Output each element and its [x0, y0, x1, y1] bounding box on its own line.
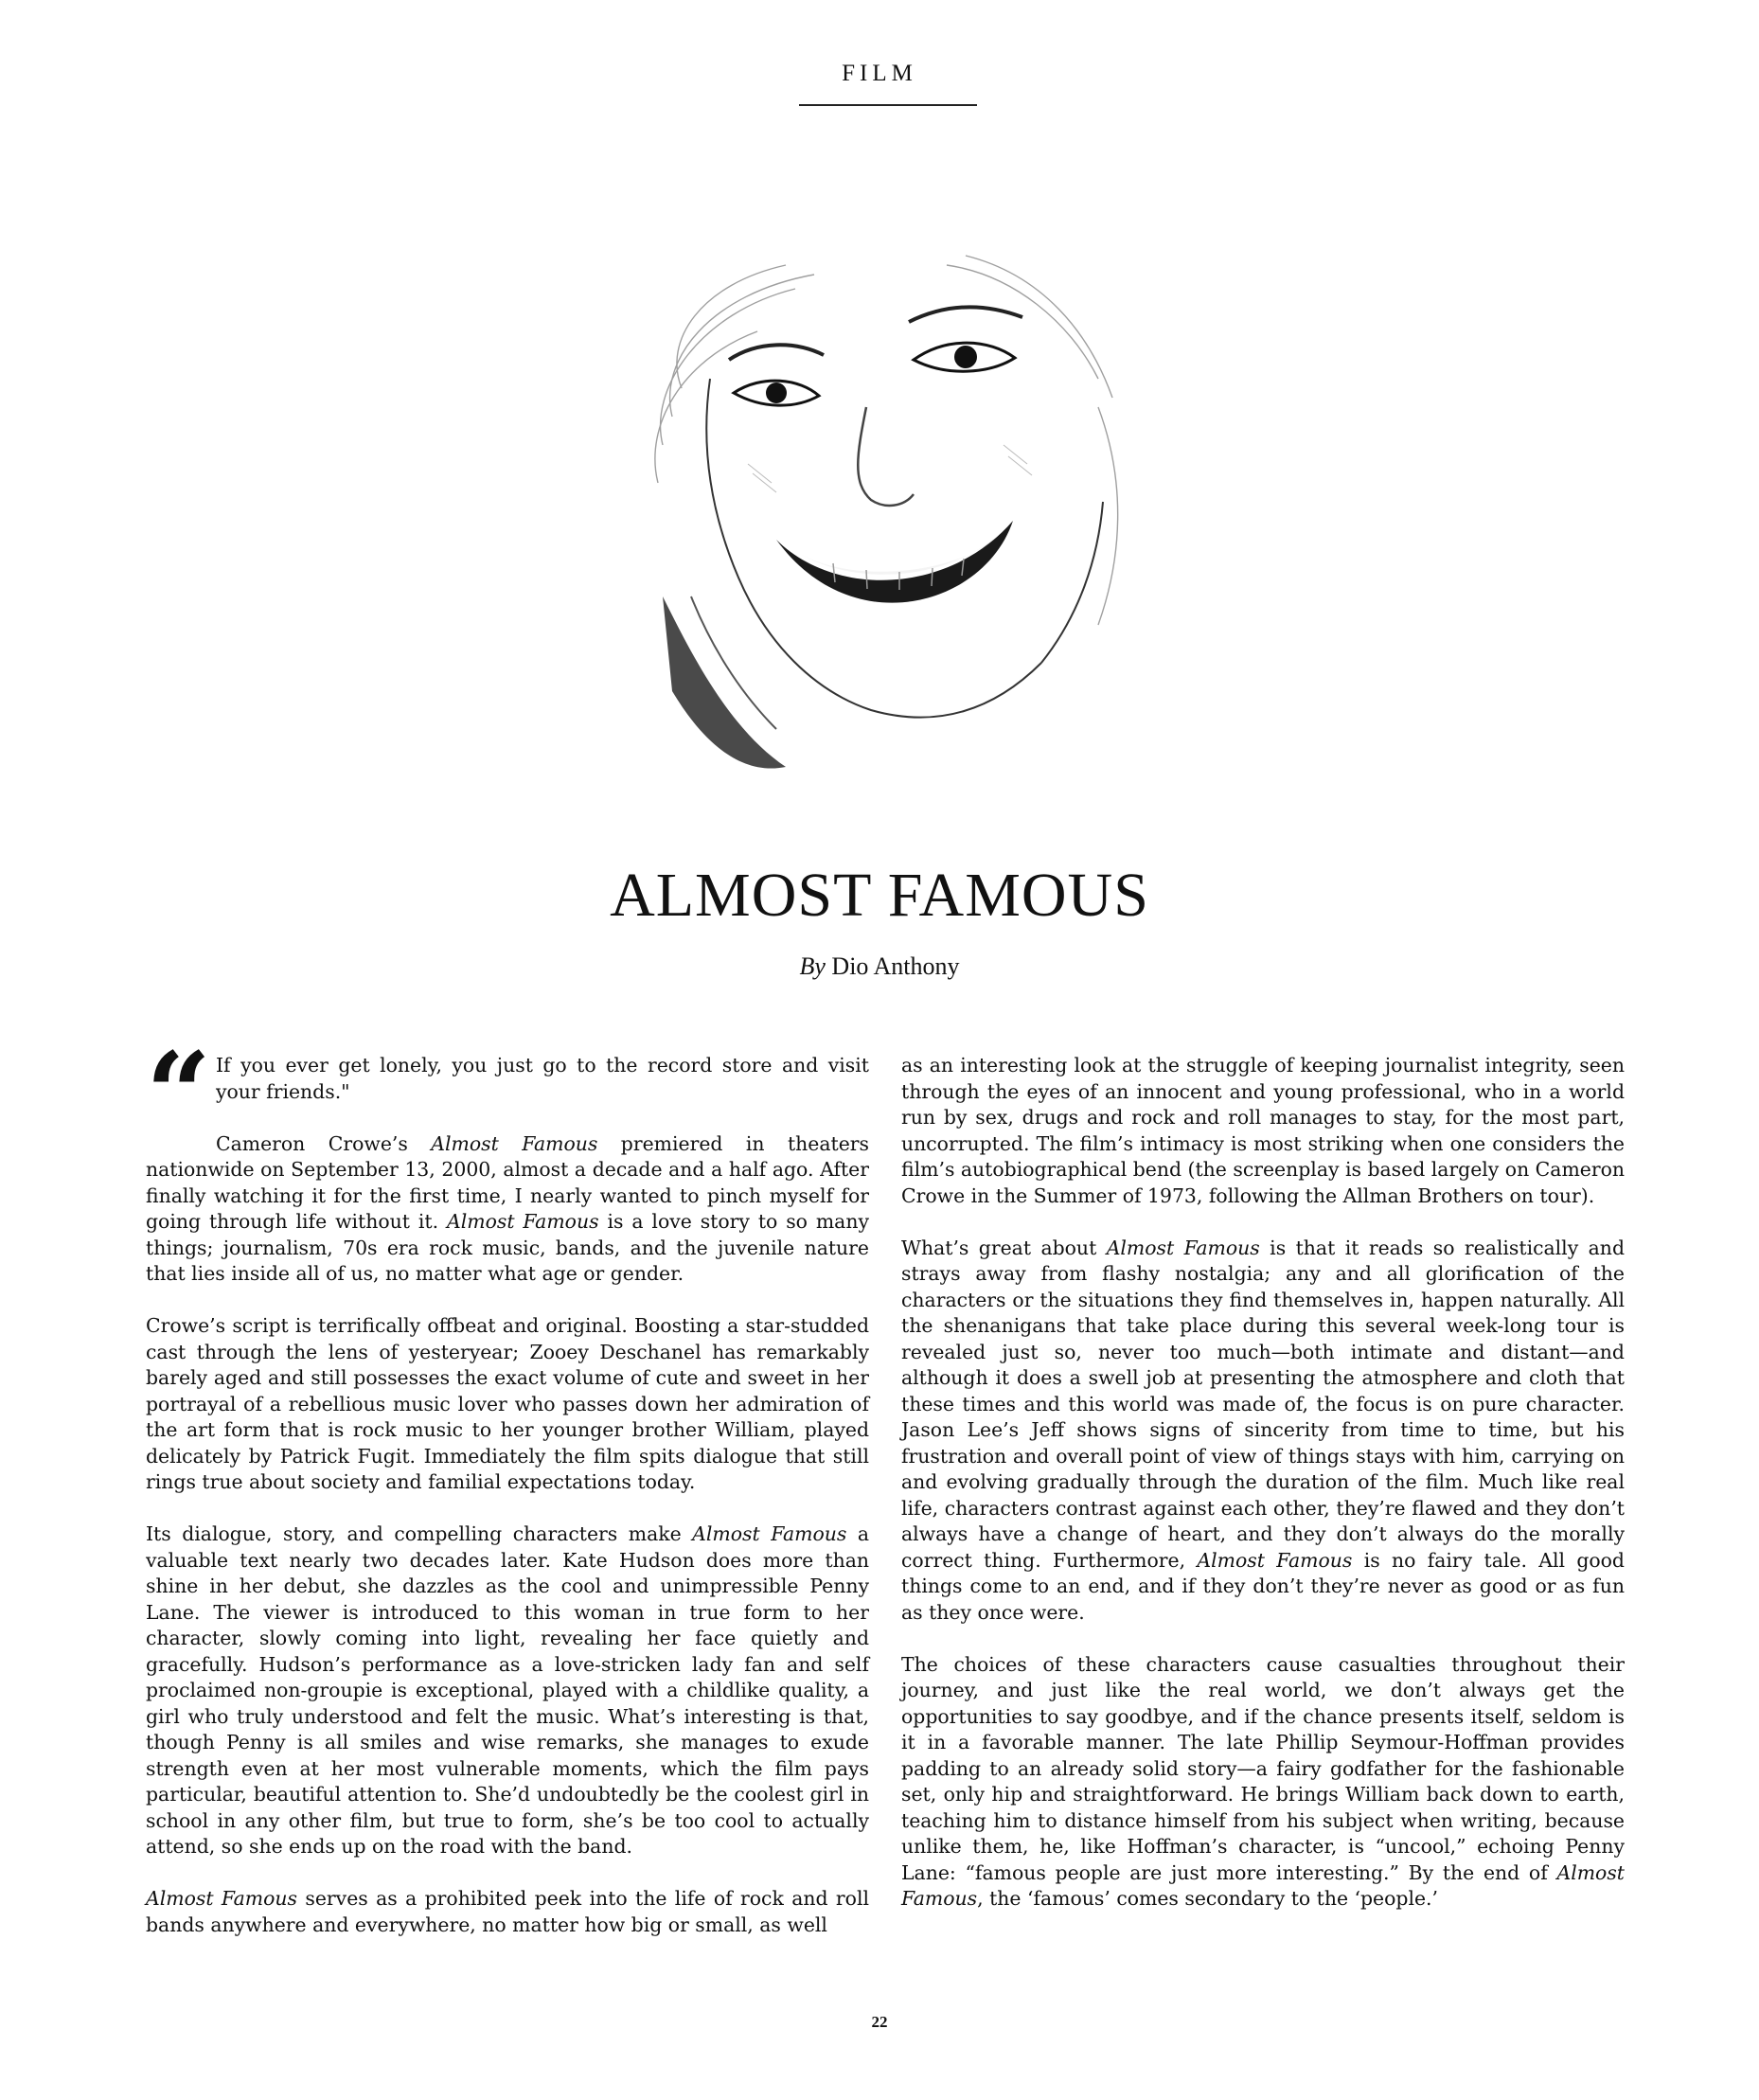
film-title: Almost Famous — [146, 1887, 298, 1910]
paragraph-text: premiered in theaters nationwide on September 13, 2000, almost a decade and a half ago. After finally watching it for the first time, I nearly wanted to pinch myself for going through life without it. — [146, 1131, 869, 1233]
paragraph-5 — [901, 1236, 1625, 1627]
article-title: ALMOST FAMOUS — [610, 861, 1149, 930]
paragraph-text: a valuable text nearly two decades later. Kate Hudson does more than shine in her debut, she dazzles as the cool and unimpressible Penny Lane. The viewer is introduced to this woman in true form to her character, slowly coming into light, revealing her face quietly and gracefully. Hudson’s performance as a love-stricken lady fan and self proclaimed non-groupie is exceptional, played with a childlike quality, a girl who truly understood and felt the music. What’s interesting is that, though Penny is all smiles and wise remarks, she manages to exude strength even at her most vulnerable moments, which the film pays particular, beautiful attention to. She’d undoubtedly be the coolest girl in school in any other film, but true to form, she’s be too cool to actually attend, so she ends up on the road with the band. — [146, 1522, 869, 1858]
portrait-sketch-icon — [568, 199, 1193, 824]
film-title: Almost Famous — [1106, 1236, 1260, 1259]
paragraph-text: The choices of these characters cause casualties throughout their journey, and just like the real world, we don’t always get the opportunities to say goodbye, and if the chance presents itself, seldom is it in a favorable manner. The late Phillip Seymour-Hoffman provides padding to an already solid story—a fairy godfather for the fashionable set, only hip and straightforward. He brings William back down to earth, teaching him to distance himself from his subject when writing, because unlike them, he, like Hoffman’s character, is “uncool,” echoing Penny Lane: “famous people are just more interesting.” By the end of — [901, 1652, 1625, 1884]
quote-mark-icon: “ — [146, 1027, 212, 1161]
author-name: Dio Anthony — [831, 952, 960, 980]
paragraph-4-continued: as an interesting look at the struggle of keeping journalist integrity, seen through the eyes of an innocent and young professional, who in a world run by sex, drugs and rock and roll manages to stay, for the most part, uncorrupted. The film’s intimacy is most striking when one considers the film’s autobiographical bend (the screenplay is based largely on Cameron Crowe in the Summer of 1973, following the Allman Brothers on tour). — [901, 1054, 1626, 1207]
paragraph-text: Cameron Crowe’s — [216, 1131, 432, 1155]
paragraph-text: is that it reads so realistically and strays away from flashy nostalgia; any and all glorification of the characters or the situations they find themselves in, happen naturally. All the shenanigans that take place during this several week-long tour is revealed just so, never too much—both intimate and distant—and although it does a swell job at presenting the atmosphere and cloth that these times and this world was made of, the focus is on pure character. Jason Lee’s Jeff shows signs of sincerity from time to time, but his frustration and overall point of view of things stays with him, carrying on and evolving gradually through the duration of the film. Much like real life, characters contrast against each other, they’re flawed and they don’t always have a change of heart, and they don’t always do the morally correct thing. Furthermore, — [901, 1236, 1625, 1572]
paragraph-3 — [146, 1522, 869, 1860]
paragraph-2: Crowe’s script is terrifically offbeat and original. Boosting a star-studded cast through the lens of yesteryear; Zooey Deschanel has remarkably barely aged and still possesses the exact volume of cute and sweet in her portrayal of a rebellious music lover who passes down her admiration of the art form that is rock music to her younger brother William, played delicately by Patrick Fugit. Immediately the film spits dialogue that still rings true about society and familial expectations today. — [146, 1314, 869, 1493]
paragraph-text: is no fairy tale. All good things come to an end, and if they don’t they’re never as good or as fun as they once were. — [901, 1548, 1625, 1624]
page-number: 22 — [871, 2013, 888, 2031]
film-title: Almost Famous — [901, 1860, 1625, 1910]
film-title: Almost Famous — [431, 1131, 598, 1155]
paragraph-text: Its dialogue, story, and compelling characters make — [146, 1522, 693, 1545]
paragraph-6 — [901, 1652, 1625, 1913]
paragraph-text: , the ‘famous’ comes secondary to the ‘people.’ — [977, 1887, 1439, 1910]
byline — [0, 952, 1759, 981]
section-divider — [799, 104, 977, 106]
paragraph-1 — [146, 1131, 869, 1288]
pull-quote: If you ever get lonely, you just go to the record store and visit your friends." — [216, 1054, 869, 1103]
byline-prefix: By — [799, 952, 826, 980]
paragraph-4 — [146, 1886, 869, 1938]
article-column-left — [146, 1027, 869, 1965]
section-label: FILM — [842, 61, 917, 86]
paragraph-text: What’s great about — [901, 1236, 1107, 1259]
film-title: Almost Famous — [1197, 1548, 1353, 1572]
film-title: Almost Famous — [447, 1210, 599, 1233]
film-title: Almost Famous — [692, 1522, 847, 1545]
paragraph-text: is a love story to so many things; journalism, 70s era rock music, bands, and the juvenile nature that lies inside all of us, no matter what age or gender. — [146, 1210, 869, 1285]
paragraph-text: serves as a prohibited peek into the life of rock and roll bands anywhere and everywhere, no matter how big or small, as well — [146, 1887, 869, 1936]
article-column-right — [901, 1053, 1625, 1938]
